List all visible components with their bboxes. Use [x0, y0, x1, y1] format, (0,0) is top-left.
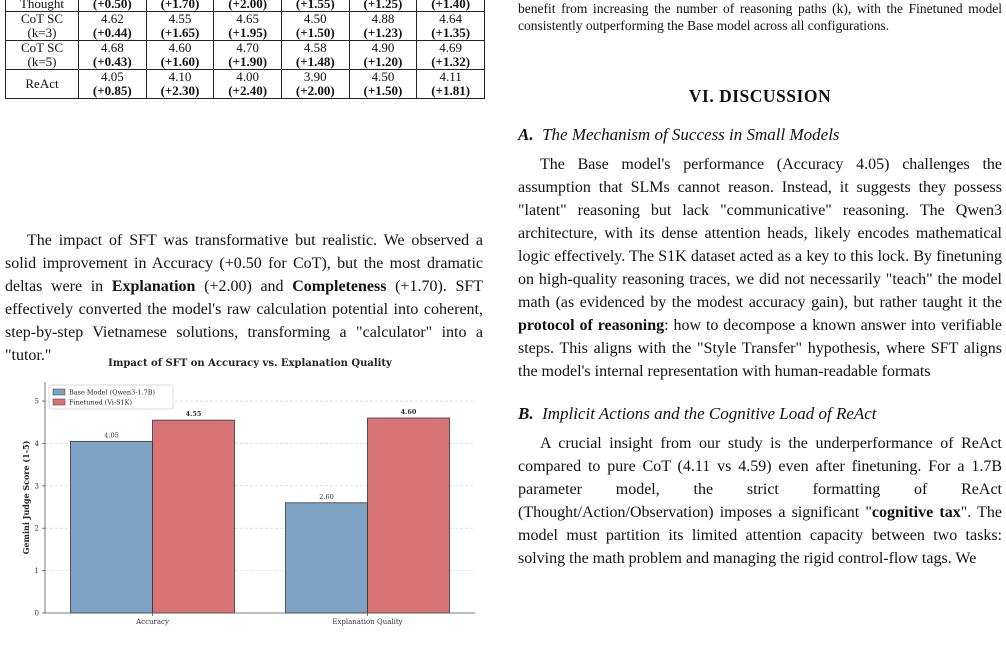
paragraph-bold: protocol of reasoning: [518, 317, 665, 334]
legend-label: Finetuned (Vi-S1K): [69, 398, 133, 407]
table-cell: 4.50 (+1.50): [281, 12, 349, 41]
table-cell: (+0.50): [79, 0, 147, 12]
paragraph-bold: Explanation: [111, 278, 196, 295]
y-tick-label: 2: [34, 524, 39, 533]
y-tick-label: 5: [34, 397, 39, 406]
bar-value-label: 4.60: [400, 408, 417, 417]
subsection-b-paragraph: [518, 432, 1002, 570]
table-cell: 4.10 (+2.30): [146, 70, 214, 99]
table-cell: 4.50 (+1.50): [349, 70, 417, 99]
paragraph-text: (+2.00) and: [195, 278, 293, 295]
paragraph-bold: Completeness: [292, 278, 387, 295]
table-cell: 4.11 (+1.81): [417, 70, 485, 99]
chart-svg: [20, 354, 480, 640]
results-table: [5, 0, 485, 99]
y-axis-label: Gemini Judge Score (1-5): [21, 440, 31, 555]
bar-finetuned: [153, 420, 235, 613]
subsection-b-letter: B.: [518, 404, 534, 423]
row-label: Thought: [6, 0, 79, 12]
table-cell: 4.58 (+1.48): [281, 41, 349, 70]
section-title: VI. DISCUSSION: [688, 86, 832, 106]
y-tick-label: 4: [34, 439, 39, 448]
paragraph-text: The Base model's performance (Accuracy 4.05) challenges the assumption that SLMs cannot reason. Instead, it suggests they possess "latent" reasoning but lack "communicative" reasoning. The Qwen3 architecture, with its dense attention heads, likely encodes mathematical logic effectively. The S1K dataset acted as a key to this lock. By finetuning on high-quality reasoning traces, we did not necessarily "teach" the model math (as evidenced by the modest accuracy gain), but rather taught it the: [518, 156, 1002, 311]
table-cell: 4.64 (+1.35): [417, 12, 485, 41]
sft-impact-paragraph: [5, 229, 483, 367]
table-cell: 4.65 (+1.95): [214, 12, 282, 41]
paragraph-k-paths: benefit from increasing the number of reasoning paths (k), with the Finetuned model consistently outperforming the Base model across all configurations.: [518, 1, 1002, 33]
table-cell: 4.90 (+1.20): [349, 41, 417, 70]
table-cell: (+2.00): [214, 0, 282, 12]
row-label: CoT SC (k=3): [6, 12, 79, 41]
y-tick-label: 1: [34, 567, 39, 576]
x-tick-label: Accuracy: [136, 618, 169, 626]
bar-value-label: 2.60: [319, 492, 334, 501]
table-cell: 4.55 (+1.65): [146, 12, 214, 41]
right-column: [518, 0, 1002, 647]
table-cell: 4.68 (+0.43): [79, 41, 147, 70]
row-label: ReAct: [6, 70, 79, 99]
paragraph-text: (+1.70). SFT effectively converted the model's raw calculation potential into coherent, step-by-step Vietnamese solutions, transforming a "calculator" into a "tutor.": [5, 278, 484, 364]
paragraph-text: A crucial insight from our study is the underperformance of ReAct compared to pure CoT (4.11 vs 4.59) even after finetuning. For a 1.7B parameter model, the strict formatting of ReAct (Thought/Action/Observation) imposes a significant ": [518, 435, 1002, 521]
table-cell: 4.88 (+1.23): [349, 12, 417, 41]
paragraph-text: ". The model must partition its limited attention capacity between two tasks: solving the math problem and managing the rigid control-flow tags. We: [518, 504, 1002, 567]
table-cell: 4.70 (+1.90): [214, 41, 282, 70]
table-row: [6, 70, 485, 99]
paragraph-text: : how to decompose a known answer into verifiable steps. This aligns with the "Style Transfer" hypothesis, where SFT aligns the model's internal representation with human-readable formats: [518, 317, 1003, 380]
paragraph-bold: cognitive tax: [871, 504, 961, 521]
table-cell: 4.69 (+1.32): [417, 41, 485, 70]
table-cell: 4.00 (+2.40): [214, 70, 282, 99]
subsection-a-paragraph: [518, 153, 1002, 383]
bar-base: [286, 503, 368, 613]
subsection-b-heading: [518, 404, 1002, 424]
bar-value-label: 4.55: [185, 410, 202, 419]
legend-swatch: [53, 389, 65, 395]
table-cell: 4.60 (+1.60): [146, 41, 214, 70]
table-cell: 4.05 (+0.85): [79, 70, 147, 99]
y-tick-label: 3: [34, 482, 39, 491]
table-cell: (+1.25): [349, 0, 417, 12]
bar-base: [71, 441, 153, 613]
paragraph-text: The impact of SFT was transformative but realistic. We observed a solid improvement in Accuracy (+0.50 for CoT), but the most dramatic deltas were in: [5, 232, 483, 295]
bar-value-label: 4.05: [104, 431, 119, 440]
subsection-a-heading: [518, 125, 1002, 145]
left-column: [0, 0, 490, 647]
table-row: [6, 12, 485, 41]
subsection-a-title: The Mechanism of Success in Small Models: [542, 125, 840, 144]
table-cell: (+1.70): [146, 0, 214, 12]
subsection-a-letter: A.: [518, 125, 534, 144]
legend-label: Base Model (Qwen3-1.7B): [69, 388, 156, 397]
table-cell: 3.90 (+2.00): [281, 70, 349, 99]
legend-swatch: [53, 399, 65, 405]
table-row: [6, 41, 485, 70]
y-tick-label: 0: [34, 609, 39, 618]
subsection-b-title: Implicit Actions and the Cognitive Load of ReAct: [542, 404, 877, 423]
table-cell: 4.62 (+0.44): [79, 12, 147, 41]
row-label: CoT SC (k=5): [6, 41, 79, 70]
bar-finetuned: [368, 418, 450, 613]
table-cell: (+1.40): [417, 0, 485, 12]
x-tick-label: Explanation Quality: [332, 618, 403, 626]
table-cell: (+1.55): [281, 0, 349, 12]
sft-impact-chart: [20, 354, 480, 640]
chart-title: Impact of SFT on Accuracy vs. Explanation Quality: [108, 358, 392, 369]
table-row: [6, 0, 485, 12]
